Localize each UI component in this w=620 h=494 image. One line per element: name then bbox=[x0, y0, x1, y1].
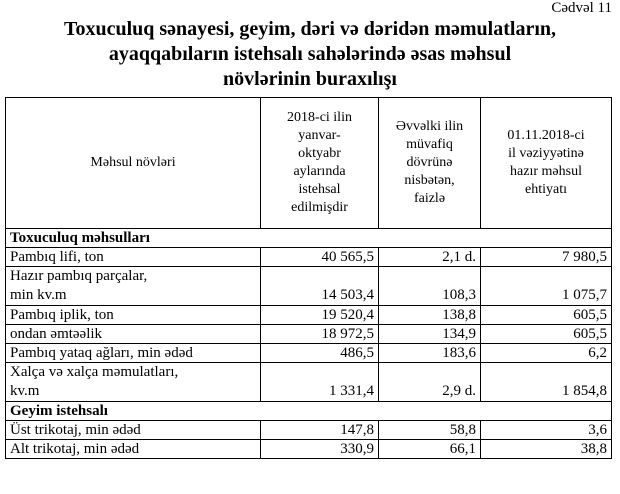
header-line: ehtiyatı bbox=[525, 182, 567, 197]
produced-value: 330,9 bbox=[261, 440, 379, 459]
produced-value: 14 503,4 bbox=[261, 267, 379, 306]
table-row bbox=[6, 440, 612, 459]
section-title: Geyim istehsalı bbox=[6, 402, 612, 421]
table-number: Cədvəl 11 bbox=[551, 0, 612, 16]
stock-value: 3,6 bbox=[481, 421, 612, 440]
table-row bbox=[6, 344, 612, 363]
product-name bbox=[6, 363, 261, 402]
product-name-line: min kv.m bbox=[10, 287, 67, 303]
header-line: istehsal bbox=[298, 182, 341, 197]
section-row bbox=[6, 402, 612, 421]
header-line: nisbətən, bbox=[404, 173, 455, 188]
header-line: dövrünə bbox=[406, 155, 453, 170]
table-row bbox=[6, 248, 612, 267]
header-line: müvafiq bbox=[406, 137, 453, 152]
header-line: hazır məhsul bbox=[510, 164, 582, 179]
header-line: 01.11.2018-ci bbox=[507, 128, 585, 143]
percent-value: 66,1 bbox=[379, 440, 481, 459]
table-title bbox=[0, 17, 620, 92]
header-line: oktyabr bbox=[298, 146, 341, 161]
production-table bbox=[5, 97, 612, 459]
table-row bbox=[6, 363, 612, 402]
produced-value: 19 520,4 bbox=[261, 306, 379, 325]
header-produced bbox=[261, 98, 379, 229]
header-line: faizlə bbox=[413, 191, 446, 206]
table-row bbox=[6, 325, 612, 344]
product-name bbox=[6, 267, 261, 306]
header-row bbox=[6, 98, 612, 229]
title-line-1: Toxuculuq sənayesi, geyim, dəri və dəridən məmulatların, bbox=[63, 18, 557, 40]
percent-value: 138,8 bbox=[379, 306, 481, 325]
header-line: il vəziyyətinə bbox=[508, 146, 584, 161]
product-name: Pambıq iplik, ton bbox=[6, 306, 261, 325]
stock-value: 605,5 bbox=[481, 325, 612, 344]
table-row bbox=[6, 421, 612, 440]
product-name: Pambıq lifi, ton bbox=[6, 248, 261, 267]
percent-value: 2,1 d. bbox=[379, 248, 481, 267]
produced-value: 486,5 bbox=[261, 344, 379, 363]
stock-value: 605,5 bbox=[481, 306, 612, 325]
product-name: Pambıq yataq ağları, min ədəd bbox=[6, 344, 261, 363]
stock-value: 1 075,7 bbox=[481, 267, 612, 306]
header-line: 2018-ci ilin bbox=[287, 110, 352, 125]
stock-value: 6,2 bbox=[481, 344, 612, 363]
table-row bbox=[6, 267, 612, 306]
stock-value: 7 980,5 bbox=[481, 248, 612, 267]
produced-value: 18 972,5 bbox=[261, 325, 379, 344]
product-name: Üst trikotaj, min ədəd bbox=[6, 421, 261, 440]
section-row bbox=[6, 229, 612, 248]
product-name-line: Xalça və xalça məmulatları, bbox=[10, 364, 179, 380]
percent-value: 2,9 d. bbox=[379, 363, 481, 402]
table-row bbox=[6, 306, 612, 325]
title-line-3: növlərinin buraxılışı bbox=[223, 68, 397, 90]
product-name: Alt trikotaj, min ədəd bbox=[6, 440, 261, 459]
section-title: Toxuculuq məhsulları bbox=[6, 229, 612, 248]
header-line: Əvvəlki ilin bbox=[395, 119, 464, 134]
percent-value: 183,6 bbox=[379, 344, 481, 363]
header-percent bbox=[379, 98, 481, 229]
header-line: edilmişdir bbox=[291, 200, 348, 215]
produced-value: 147,8 bbox=[261, 421, 379, 440]
product-name-line: Hazır pambıq parçalar, bbox=[10, 268, 148, 284]
title-line-2: ayaqqabıların istehsalı sahələrində əsas məhsul bbox=[108, 43, 512, 65]
produced-value: 40 565,5 bbox=[261, 248, 379, 267]
header-line: aylarında bbox=[293, 164, 346, 179]
percent-value: 134,9 bbox=[379, 325, 481, 344]
header-stock bbox=[481, 98, 612, 229]
produced-value: 1 331,4 bbox=[261, 363, 379, 402]
percent-value: 58,8 bbox=[379, 421, 481, 440]
header-line: yanvar- bbox=[298, 128, 341, 143]
header-product-types: Məhsul növləri bbox=[6, 98, 261, 229]
product-name: ondan əmtəəlik bbox=[6, 325, 261, 344]
stock-value: 38,8 bbox=[481, 440, 612, 459]
product-name-line: kv.m bbox=[10, 383, 40, 399]
stock-value: 1 854,8 bbox=[481, 363, 612, 402]
percent-value: 108,3 bbox=[379, 267, 481, 306]
